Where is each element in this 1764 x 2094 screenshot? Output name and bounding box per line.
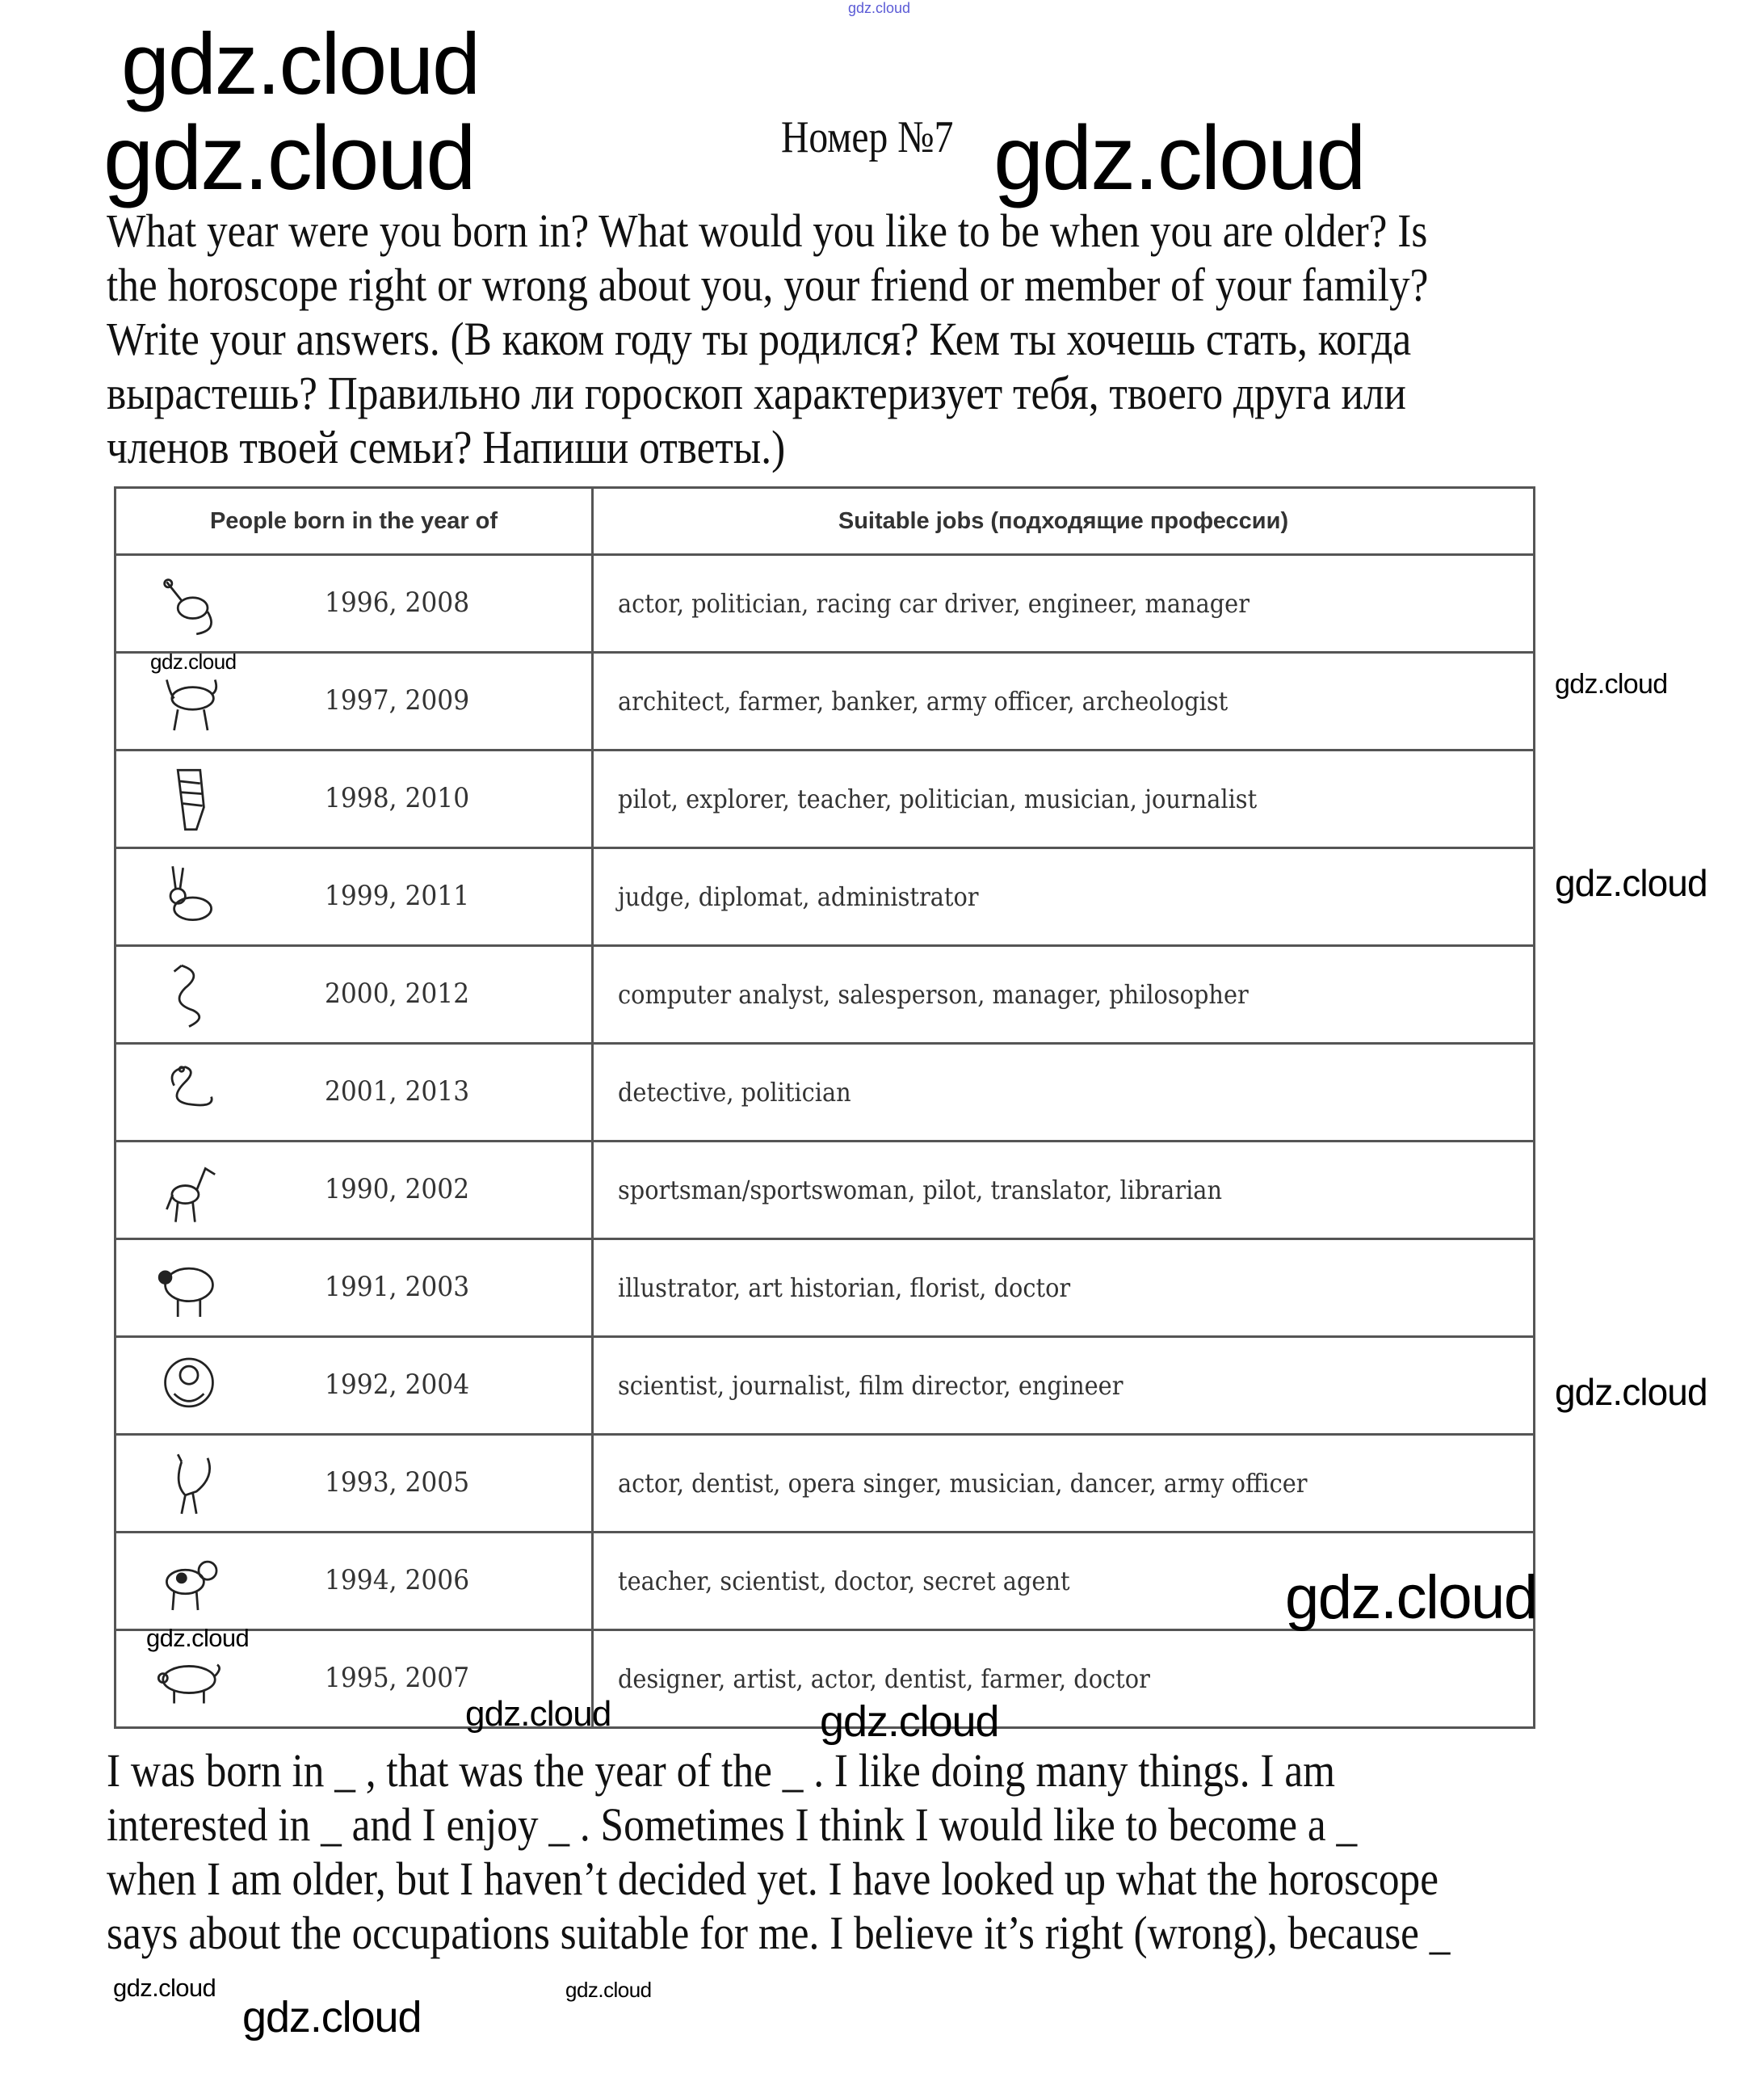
jobs-text: designer, artist, actor, dentist, farmer, doctor (618, 1663, 1150, 1694)
years-cell (116, 1337, 593, 1435)
years-cell (116, 946, 593, 1044)
rat-icon (149, 567, 229, 641)
years-text: 1993, 2005 (325, 1466, 470, 1499)
jobs-text: judge, diplomat, administrator (618, 881, 979, 912)
table-row (116, 1435, 1535, 1533)
years-text: 1991, 2003 (325, 1271, 470, 1303)
years-cell (116, 555, 593, 653)
years-text: 1996, 2008 (325, 587, 470, 619)
jobs-cell (593, 848, 1535, 946)
jobs-cell (593, 555, 1535, 653)
years-text: 1999, 2011 (325, 880, 470, 912)
answer-line: interested in _ and I enjoy _ . Sometimes I think I would like to become a _ (107, 1798, 1358, 1851)
jobs-cell (593, 1630, 1535, 1728)
jobs-text: teacher, scientist, doctor, secret agent (618, 1566, 1070, 1596)
jobs-cell (593, 1239, 1535, 1337)
sheep-icon (149, 1251, 229, 1326)
watermark: gdz.cloud (565, 1978, 652, 2002)
dragon-icon (149, 958, 229, 1032)
years-text: 1998, 2010 (325, 782, 470, 814)
table-row (116, 1337, 1535, 1435)
jobs-text: actor, dentist, opera singer, musician, dancer, army officer (618, 1468, 1308, 1499)
jobs-cell (593, 946, 1535, 1044)
years-cell (116, 848, 593, 946)
watermark: gdz.cloud (121, 15, 479, 112)
watermark: gdz.cloud (1555, 669, 1668, 700)
jobs-text: illustrator, art historian, florist, doctor (618, 1272, 1071, 1303)
snake-icon (149, 1056, 229, 1130)
question-line: What year were you born in? What would you like to be when you are older? Is (107, 204, 1428, 257)
jobs-text: detective, politician (618, 1077, 851, 1108)
answer-template (107, 1743, 1764, 1960)
years-cell (116, 1533, 593, 1630)
years-text: 1997, 2009 (325, 684, 470, 717)
jobs-cell (593, 1142, 1535, 1239)
watermark: gdz.cloud (1285, 1563, 1537, 1632)
table-row (116, 1142, 1535, 1239)
years-text: 1992, 2004 (325, 1369, 470, 1401)
jobs-text: pilot, explorer, teacher, politician, musician, journalist (618, 784, 1258, 814)
rooster-icon (149, 1447, 229, 1521)
watermark: gdz.cloud (993, 107, 1365, 208)
jobs-cell (593, 1435, 1535, 1533)
jobs-cell (593, 751, 1535, 848)
jobs-cell (593, 1337, 1535, 1435)
page-title: Номер №7 (781, 112, 954, 162)
table-row (116, 1044, 1535, 1142)
years-text: 1995, 2007 (325, 1662, 470, 1694)
dog-icon (149, 1545, 229, 1619)
header-jobs: Suitable jobs (подходящие профессии) (593, 488, 1535, 555)
answer-line: says about the occupations suitable for me. I believe it’s right (wrong), because _ (107, 1907, 1451, 1959)
watermark: gdz.cloud (113, 1974, 216, 2002)
table-header-row (116, 488, 1535, 555)
question-line: членов твоей семьи? Напиши ответы.) (107, 421, 786, 473)
watermark: gdz.cloud (103, 107, 475, 208)
ox-icon (149, 665, 229, 739)
watermark: gdz.cloud (820, 1697, 999, 1746)
top-watermark: gdz.cloud (848, 0, 911, 16)
rabbit-icon (149, 860, 229, 935)
jobs-cell (593, 653, 1535, 751)
pig-icon (149, 1642, 229, 1717)
table-row (116, 555, 1535, 653)
years-text: 1990, 2002 (325, 1173, 470, 1205)
answer-line: when I am older, but I haven’t decided yet. I have looked up what the horoscope (107, 1852, 1439, 1905)
header-years: People born in the year of (116, 488, 593, 555)
watermark: gdz.cloud (465, 1694, 611, 1734)
table-row (116, 1239, 1535, 1337)
jobs-text: actor, politician, racing car driver, engineer, manager (618, 588, 1250, 619)
table-row (116, 848, 1535, 946)
years-cell (116, 1044, 593, 1142)
table-row (116, 751, 1535, 848)
table-row (116, 946, 1535, 1044)
watermark: gdz.cloud (1555, 1371, 1707, 1413)
question-line: the horoscope right or wrong about you, your friend or member of your family? (107, 259, 1429, 311)
jobs-text: architect, farmer, banker, army officer, archeologist (618, 686, 1228, 717)
years-cell (116, 1142, 593, 1239)
answer-line: I was born in _ , that was the year of the _ . I like doing many things. I am (107, 1744, 1336, 1797)
years-cell (116, 1239, 593, 1337)
task-question (107, 204, 1764, 474)
years-cell (116, 1435, 593, 1533)
jobs-text: computer analyst, salesperson, manager, philosopher (618, 979, 1249, 1010)
question-line: Write your answers. (В каком году ты родился? Кем ты хочешь стать, когда (107, 313, 1412, 365)
jobs-text: sportsman/sportswoman, pilot, translator, librarian (618, 1175, 1223, 1205)
jobs-text: scientist, journalist, film director, engineer (618, 1370, 1124, 1401)
watermark: gdz.cloud (242, 1993, 422, 2041)
horse-icon (149, 1154, 229, 1228)
years-text: 2001, 2013 (325, 1075, 470, 1108)
watermark: gdz.cloud (1555, 862, 1707, 904)
jobs-cell (593, 1044, 1535, 1142)
horoscope-jobs-table (114, 486, 1535, 1729)
table-row (116, 653, 1535, 751)
years-text: 1994, 2006 (325, 1564, 470, 1596)
years-cell (116, 751, 593, 848)
watermark: gdz.cloud (150, 650, 237, 674)
years-text: 2000, 2012 (325, 978, 470, 1010)
monkey-icon (149, 1349, 229, 1423)
question-line: вырастешь? Правильно ли гороскоп характеризует тебя, твоего друга или (107, 367, 1407, 419)
watermark: gdz.cloud (146, 1624, 250, 1652)
tiger-icon (149, 763, 229, 837)
